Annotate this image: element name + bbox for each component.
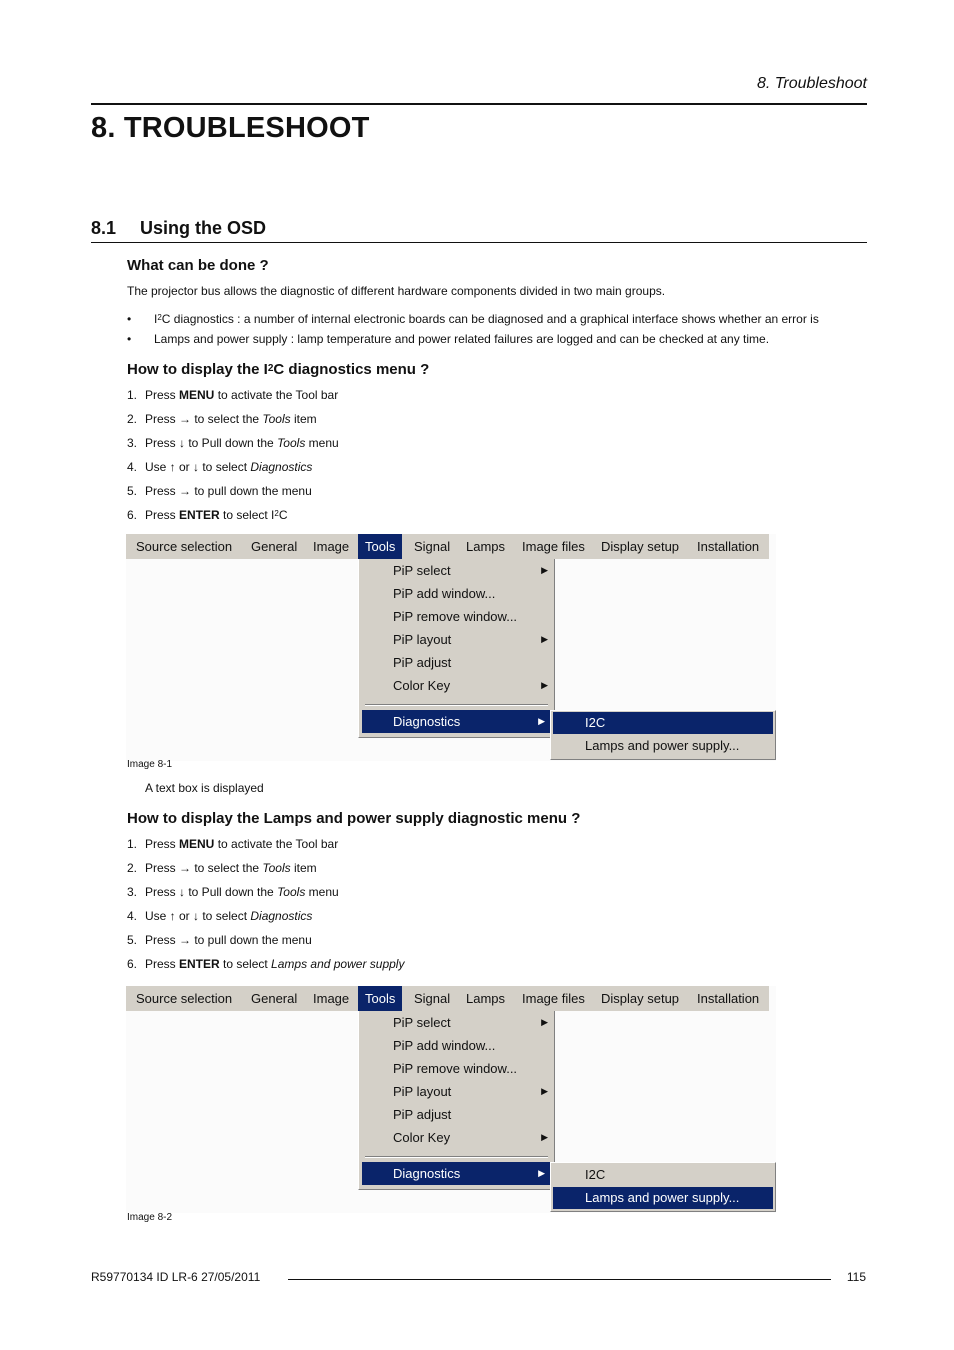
diagnostics-menu-item-i2c[interactable] [553, 712, 773, 734]
menu-item-label: PiP layout [393, 1084, 452, 1099]
bullet-lamps [127, 332, 769, 346]
step-text: menu [305, 436, 339, 450]
menubar-item-image-files[interactable]: Image files [522, 539, 585, 554]
step-menu-name: Tools [277, 885, 306, 899]
step-text: Press → to select the [145, 861, 263, 875]
menu-item-label: PiP add window... [393, 586, 496, 601]
step-superscript: 2 [274, 509, 279, 518]
step-number: 4. [127, 909, 138, 923]
menu-item-label: I2C [585, 715, 606, 730]
caption-image-8-1: Image 8-1 [127, 759, 173, 770]
footer-page-number: 115 [846, 1270, 866, 1284]
tools-menu-item-pip-layout[interactable] [359, 628, 554, 651]
menu-item-label: Diagnostics [393, 1166, 461, 1181]
tools-menu-item-pip-remove-window[interactable] [359, 605, 554, 628]
menu-item-label: PiP layout [393, 632, 452, 647]
step-item [127, 412, 317, 426]
menubar-item-display-setup[interactable]: Display setup [601, 539, 680, 554]
step-text: item [290, 861, 317, 875]
tools-menu-item-pip-add-window[interactable] [359, 1034, 554, 1057]
step-menu-name: Tools [262, 861, 291, 875]
step-menu-name: Diagnostics [250, 460, 313, 474]
step-text: Press [145, 837, 180, 851]
submenu-arrow-icon: ▶ [541, 680, 548, 690]
step-item [127, 957, 404, 971]
osd-screenshot-lamps [126, 986, 776, 1213]
step-text: C [278, 508, 288, 522]
step-item [127, 933, 312, 947]
i2c-heading [127, 361, 429, 378]
section-heading [91, 218, 266, 239]
diagnostics-submenu [550, 1162, 776, 1212]
step-text: to activate the Tool bar [214, 837, 339, 851]
menubar-item-signal[interactable]: Signal [414, 539, 451, 554]
tools-menu-item-pip-layout[interactable] [359, 1080, 554, 1103]
tools-menu-item-pip-adjust[interactable] [359, 1103, 554, 1126]
tools-menu-item-color-key[interactable] [359, 1126, 554, 1149]
menu-item-label: Lamps and power supply... [585, 1190, 740, 1205]
tools-dropdown-menu [358, 1011, 555, 1190]
menubar-item-tools[interactable]: Tools [358, 534, 402, 559]
step-text: to select [219, 957, 272, 971]
bullet-i2c-text: C diagnostics : a number of internal electronic boards can be diagnosed and a graphical interface shows whether an error is [161, 312, 819, 326]
step-menu-name: Tools [277, 436, 306, 450]
menu-item-label: PiP remove window... [393, 1061, 518, 1076]
diagnostics-submenu [550, 710, 776, 760]
step-text: Press ↓ to Pull down the [145, 885, 278, 899]
section-title: Using the OSD [140, 218, 267, 238]
menu-item-label: PiP remove window... [393, 609, 518, 624]
step-item [127, 460, 312, 474]
section-number: 8.1 [91, 218, 117, 238]
tools-menu-item-pip-select[interactable] [359, 559, 554, 582]
step-text: item [290, 412, 317, 426]
menubar-item-installation[interactable]: Installation [697, 539, 760, 554]
step-key: ENTER [179, 957, 220, 971]
bullet-i2c-sup: 2 [157, 313, 162, 322]
submenu-arrow-icon: ▶ [541, 634, 548, 644]
menu-item-label: PiP select [393, 563, 451, 578]
menubar-item-lamps[interactable]: Lamps [466, 539, 506, 554]
menu-item-label: Diagnostics [393, 714, 461, 729]
step-text: Press [145, 508, 180, 522]
menu-item-label: I2C [585, 1167, 606, 1182]
osd-screenshot-i2c [126, 534, 776, 761]
menubar-item-display-setup[interactable]: Display setup [601, 991, 680, 1006]
step-key: MENU [179, 388, 215, 402]
diagnostics-menu-item-lamps-power-supply[interactable] [553, 1187, 773, 1209]
section-rule [91, 242, 867, 243]
footer-doc-id: R59770134 ID LR-6 27/05/2011 [91, 1270, 261, 1284]
caption-image-8-2: Image 8-2 [127, 1212, 173, 1223]
what-intro: The projector bus allows the diagnostic of different hardware components divided in two main groups. [127, 284, 666, 298]
step-menu-name: Lamps and power supply [271, 957, 405, 971]
step-key: ENTER [179, 508, 220, 522]
step-item [127, 388, 338, 402]
step-text: Press → to select the [145, 412, 263, 426]
menubar-item-source-selection[interactable]: Source selection [136, 991, 233, 1006]
tools-menu-item-color-key[interactable] [359, 674, 554, 697]
step-item [127, 909, 312, 923]
step-text: Press → to pull down the menu [145, 933, 312, 947]
step-menu-name: Diagnostics [250, 909, 313, 923]
menu-item-label: Lamps and power supply... [585, 738, 740, 753]
tools-menu-item-pip-add-window[interactable] [359, 582, 554, 605]
submenu-arrow-icon: ▶ [538, 1168, 545, 1178]
menu-item-label: PiP adjust [393, 655, 452, 670]
step-number: 3. [127, 885, 138, 899]
menu-item-label: PiP select [393, 1015, 451, 1030]
bullet-i2c [127, 312, 819, 326]
menu-item-label: PiP add window... [393, 1038, 496, 1053]
step-text: Use ↑ or ↓ to select [145, 909, 251, 923]
step-number: 5. [127, 484, 138, 498]
menu-item-label: Color Key [393, 678, 451, 693]
step-text: menu [305, 885, 339, 899]
tools-menu-item-pip-select[interactable] [359, 1011, 554, 1034]
bullet-mark: • [127, 332, 132, 346]
menubar-item-image-files[interactable]: Image files [522, 991, 585, 1006]
menubar-item-general[interactable]: General [251, 539, 298, 554]
step-text: Press → to pull down the menu [145, 484, 312, 498]
menu-separator [365, 704, 548, 706]
submenu-arrow-icon: ▶ [541, 565, 548, 575]
menubar-item-general[interactable]: General [251, 991, 298, 1006]
step-number: 5. [127, 933, 138, 947]
step-text: Press ↓ to Pull down the [145, 436, 278, 450]
tools-menu-item-pip-adjust[interactable] [359, 651, 554, 674]
i2c-heading-sup: 2 [267, 363, 274, 374]
menubar-item-tools[interactable]: Tools [358, 986, 402, 1011]
step-number: 2. [127, 412, 138, 426]
step-item [127, 861, 317, 875]
what-heading: What can be done ? [127, 257, 269, 274]
step-text: Press [145, 957, 180, 971]
menubar-item-source-selection[interactable]: Source selection [136, 539, 233, 554]
step-number: 6. [127, 508, 138, 522]
tools-menu-item-diagnostics[interactable] [362, 1162, 551, 1185]
lamps-heading: How to display the Lamps and power supply diagnostic menu ? [127, 810, 581, 827]
step-text: Press [145, 388, 180, 402]
footer-rule [288, 1279, 831, 1280]
submenu-arrow-icon: ▶ [541, 1132, 548, 1142]
step-number: 4. [127, 460, 138, 474]
menubar-item-image[interactable]: Image [313, 991, 350, 1006]
chapter-title: 8. TROUBLESHOOT [91, 112, 370, 144]
diagnostics-menu-item-lamps-power-supply[interactable] [553, 735, 773, 757]
header-rule [91, 103, 867, 105]
step-item [127, 837, 338, 851]
osd-menubar [126, 986, 769, 1011]
i2c-result-text: A text box is displayed [145, 781, 264, 795]
step-text: to select I [219, 508, 275, 522]
step-item [127, 508, 288, 522]
tools-menu-item-pip-remove-window[interactable] [359, 1057, 554, 1080]
step-key: MENU [179, 837, 215, 851]
menubar-item-image[interactable]: Image [313, 539, 350, 554]
menu-item-label: Color Key [393, 1130, 451, 1145]
menubar-item-lamps[interactable]: Lamps [466, 991, 506, 1006]
step-number: 1. [127, 388, 138, 402]
step-number: 6. [127, 957, 138, 971]
bullet-mark: • [127, 312, 132, 326]
submenu-arrow-icon: ▶ [541, 1086, 548, 1096]
step-item [127, 436, 339, 450]
step-text: Use ↑ or ↓ to select [145, 460, 251, 474]
running-header: 8. Troubleshoot [757, 75, 867, 92]
step-item [127, 885, 339, 899]
bullet-i2c-text-pre: I [154, 312, 158, 326]
step-item [127, 484, 312, 498]
osd-menubar [126, 534, 769, 559]
tools-menu-item-diagnostics[interactable] [362, 710, 551, 733]
submenu-arrow-icon: ▶ [538, 716, 545, 726]
i2c-heading-pre: How to display the I [127, 361, 268, 378]
submenu-arrow-icon: ▶ [541, 1017, 548, 1027]
step-menu-name: Tools [262, 412, 291, 426]
step-number: 2. [127, 861, 138, 875]
step-number: 1. [127, 837, 138, 851]
menu-separator [365, 1156, 548, 1158]
step-number: 3. [127, 436, 138, 450]
menu-item-label: PiP adjust [393, 1107, 452, 1122]
bullet-lamps-text: Lamps and power supply : lamp temperature and power related failures are logged and can be checked at any time. [154, 332, 770, 346]
i2c-heading-post: C diagnostics menu ? [273, 361, 430, 378]
tools-dropdown-menu [358, 559, 555, 738]
menubar-item-installation[interactable]: Installation [697, 991, 760, 1006]
menubar-item-signal[interactable]: Signal [414, 991, 451, 1006]
diagnostics-menu-item-i2c[interactable] [553, 1164, 773, 1186]
step-text: to activate the Tool bar [214, 388, 339, 402]
